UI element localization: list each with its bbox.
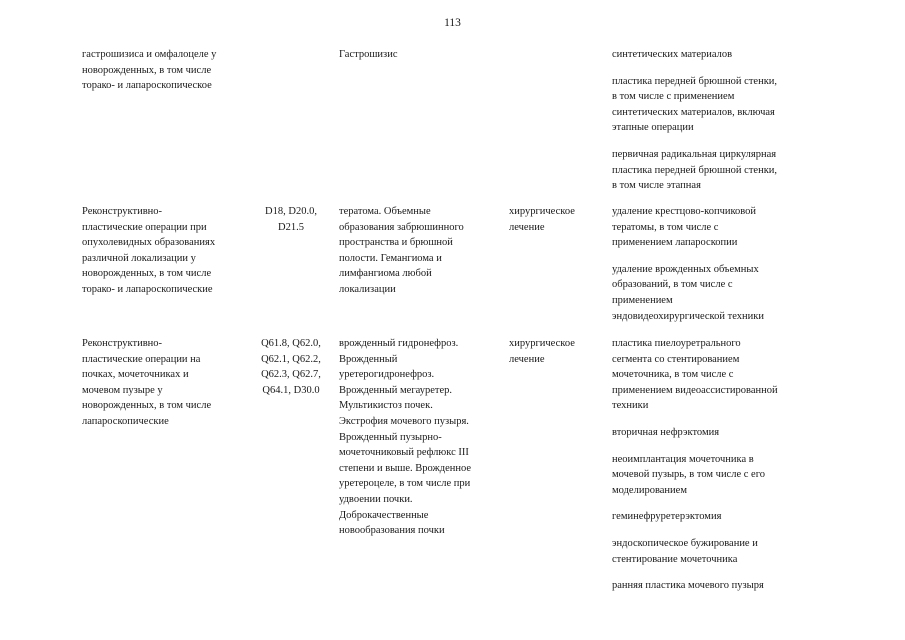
cell-treatment: [509, 336, 609, 367]
codes-text: Q61.8, Q62.0, Q62.1, Q62.2, Q62.3, Q62.7, Q64.1, D30.0: [261, 338, 321, 396]
cell-description: [339, 336, 501, 539]
cell-description: [339, 47, 501, 63]
method-item: синтетических материалов: [612, 49, 733, 60]
method-item: геминефруретерэктомия: [612, 511, 722, 523]
method-item: эндоскопическое бужирование и стентирование мочеточника: [612, 537, 758, 565]
method-item: пластика передней брюшной стенки, в том числе с применением синтетических материалов, включая этапные операции: [612, 75, 778, 134]
method-item: удаление врожденных объемных образований, в том числе с применением эндовидеохирургической техники: [612, 263, 764, 322]
condition-text: Реконструктивно- пластические операции на почках, мочеточниках и мочевом пузыре у новорожденных, в том числе лапароскопические: [82, 338, 212, 427]
cell-methods: [612, 336, 812, 594]
cell-methods: [612, 204, 812, 324]
condition-text: Реконструктивно- пластические операции при опухолевидных образованиях различной локализации у новорожденных, в том числе торако- и лапароскопические: [82, 206, 216, 295]
treatment-text: хирургическое лечение: [509, 338, 575, 365]
cell-codes: [250, 336, 332, 398]
cell-condition: [82, 204, 252, 298]
description-text: врожденный гидронефроз. Врожденный уретерогидронефроз. Врожденный мегауретер. Мультикистоз почек. Экстрофия мочевого пузыря. Врожденный пузырно- мочеточниковый рефлюкс III степени и выше. Врожденное уретероцеле, в том числе при удвоении почки. Доброкачественные новообразования почки: [339, 338, 472, 537]
description-text: тератома. Объемные образования забрюшинного пространства и брюшной полости. Гемангиома и лимфангиома любой локализации: [339, 206, 464, 295]
treatment-text: хирургическое лечение: [509, 206, 575, 233]
cell-description: [339, 204, 501, 298]
cell-condition: [82, 336, 252, 430]
method-item: вторичная нефрэктомия: [612, 426, 720, 438]
method-item: удаление крестцово-копчиковой тератомы, в том числе с применением лапароскопии: [612, 206, 757, 249]
method-item: ранняя пластика мочевого пузыря: [612, 580, 764, 592]
codes-text: D18, D20.0, D21.5: [265, 206, 317, 233]
cell-condition: [82, 47, 252, 94]
method-item: неоимплантация мочеточника в мочевой пузырь, в том числе с его моделированием: [612, 453, 765, 496]
method-item: пластика пиелоуретрального сегмента со стентированием мочеточника, в том числе с применением видеоассистированной техники: [612, 338, 778, 412]
cell-treatment: [509, 204, 609, 235]
page-number: 113: [444, 17, 461, 29]
cell-codes: [250, 204, 332, 235]
condition-text: гастрошизиса и омфалоцеле у новорожденных, в том числе торако- и лапароскопическое: [82, 49, 217, 92]
method-item: первичная радикальная циркулярная пластика передней брюшной стенки, в том числе этапная: [612, 148, 778, 192]
cell-methods: [612, 47, 812, 194]
description-text: Гастрошизис: [339, 49, 398, 60]
